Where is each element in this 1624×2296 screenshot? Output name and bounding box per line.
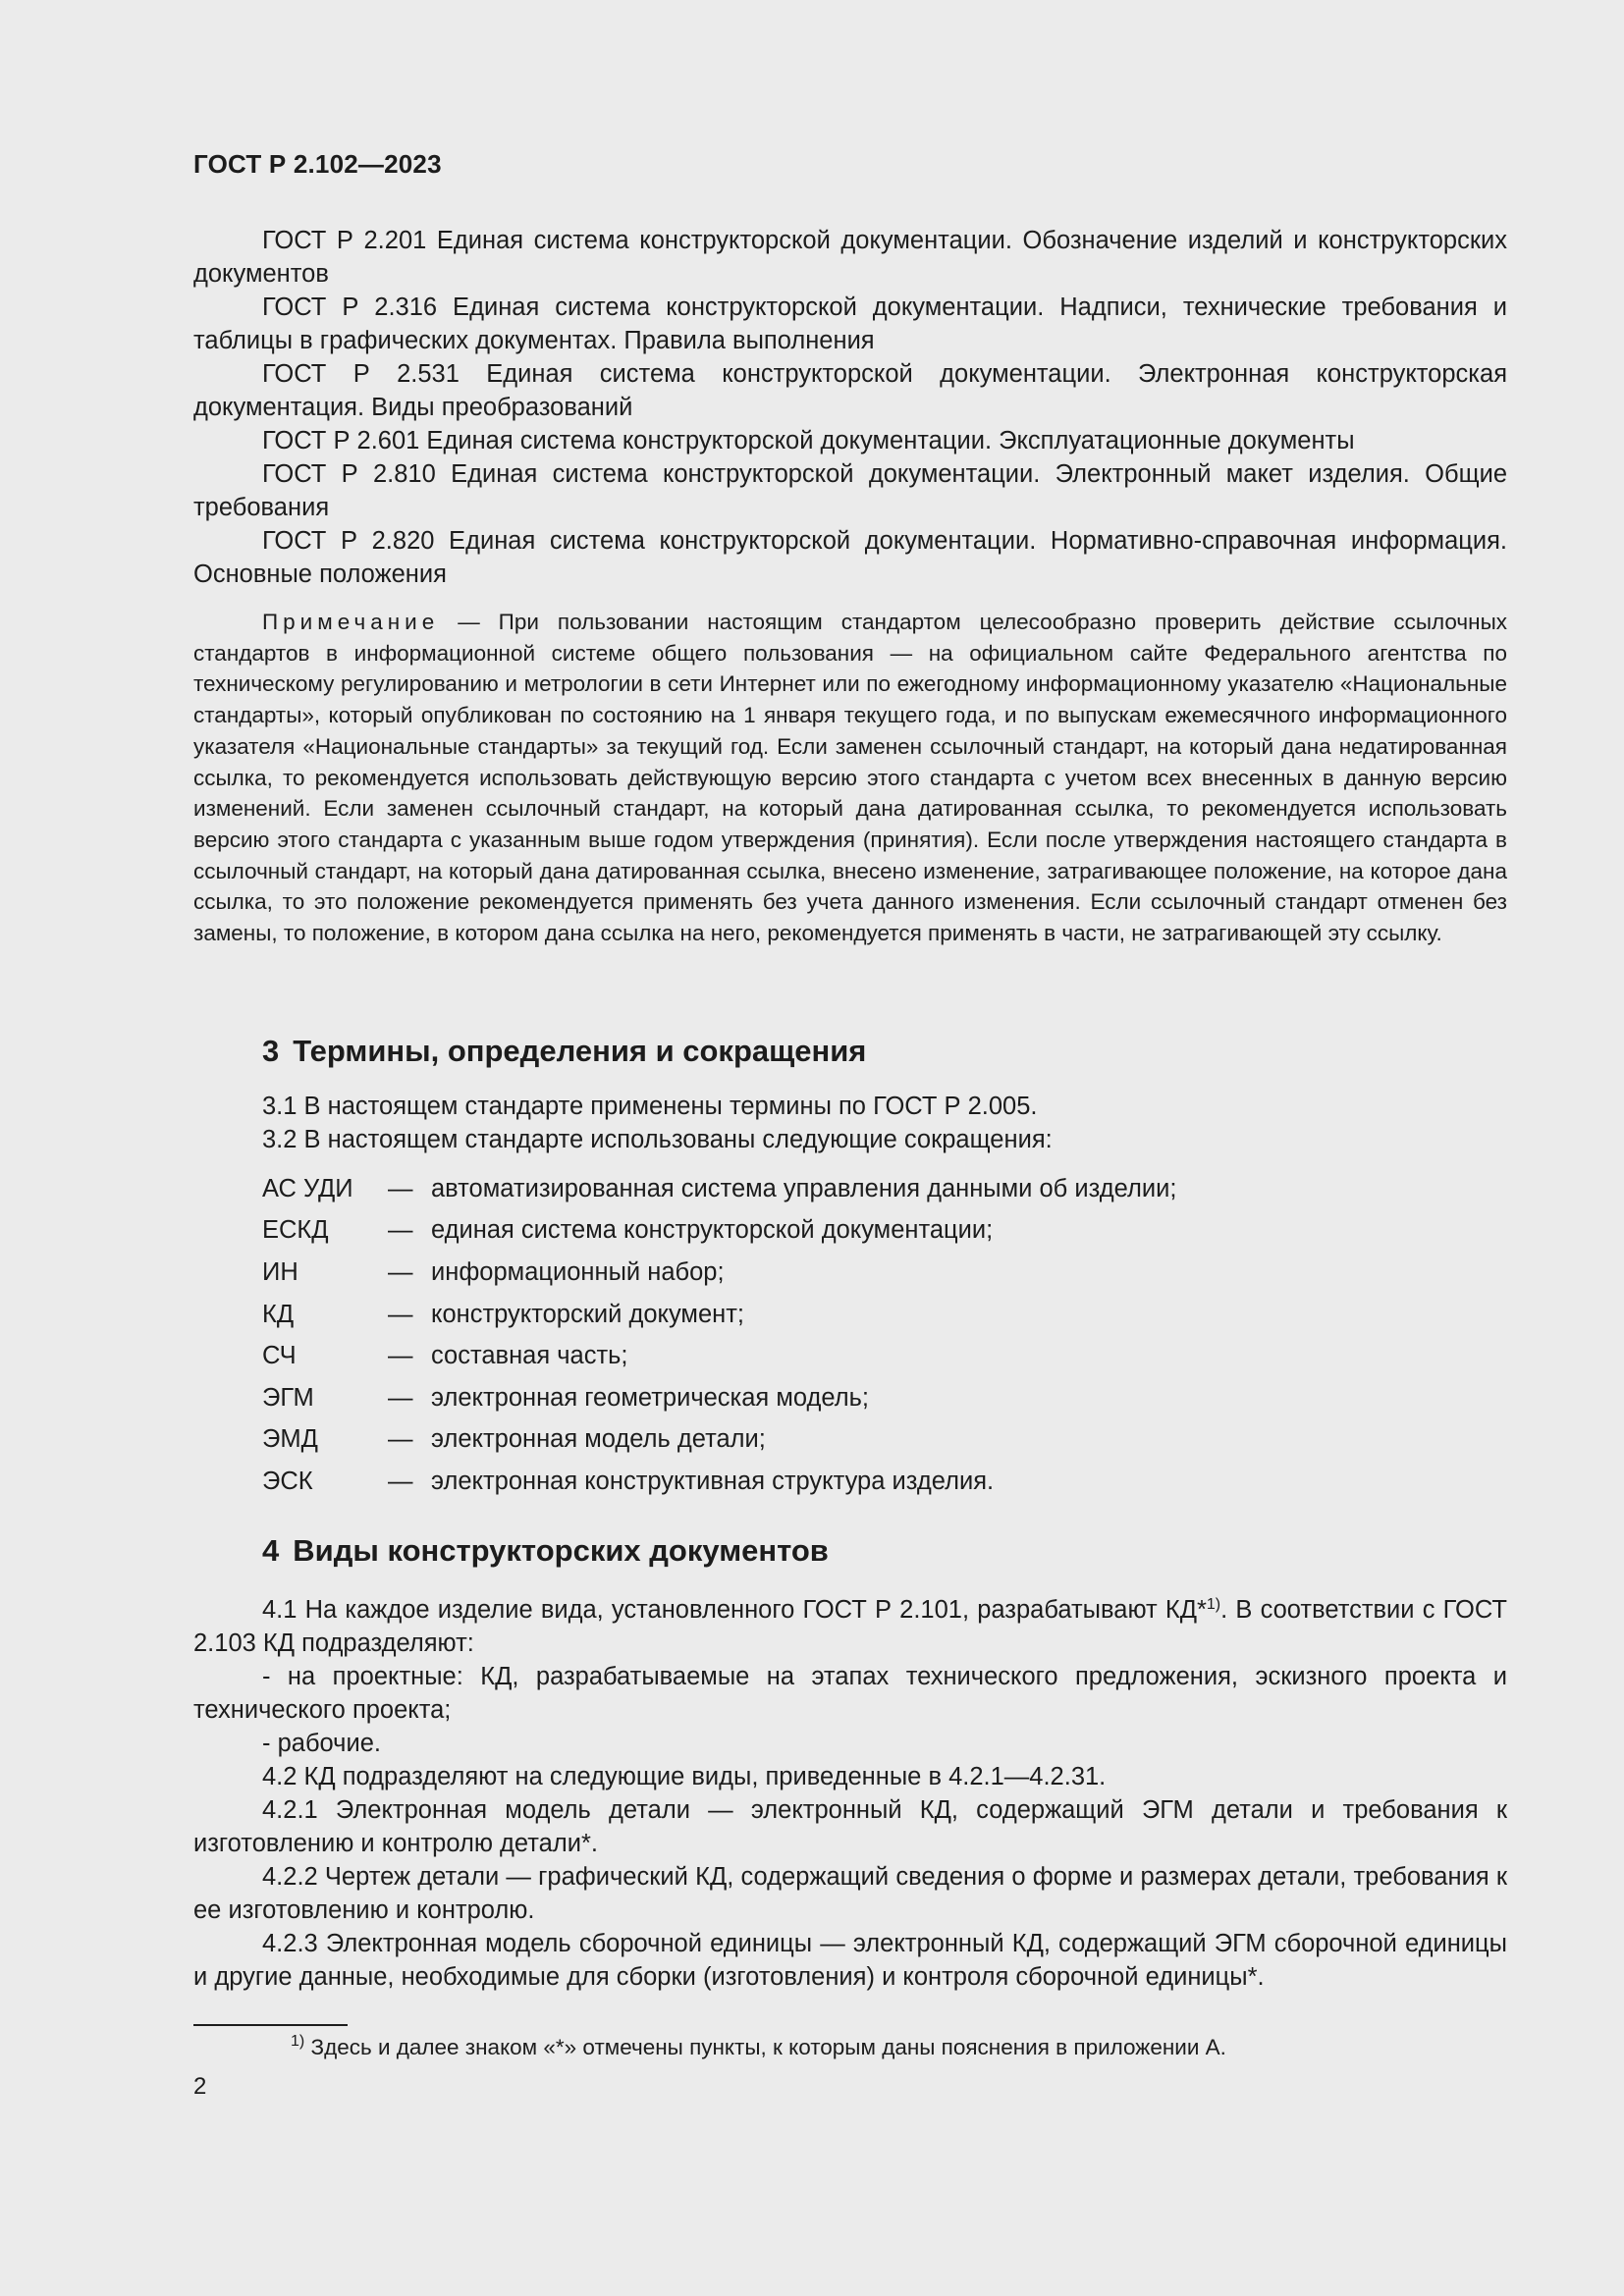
- list-item-working-docs: - рабочие.: [262, 1730, 381, 1757]
- abbreviation-term: КД: [262, 1300, 295, 1328]
- normative-references-list: [193, 224, 1507, 591]
- page-number: 2: [193, 2073, 207, 2100]
- clause-4-1-text: 4.1 На каждое изделие вида, установленного ГОСТ Р 2.101, разрабатывают КД*: [262, 1596, 1207, 1624]
- footnote-marker: 1): [291, 2033, 305, 2050]
- abbreviation-row: [262, 1168, 1507, 1210]
- footnote-separator: [193, 2024, 348, 2026]
- abbreviation-definition: электронная модель детали;: [431, 1425, 766, 1454]
- document-header: ГОСТ Р 2.102—2023: [193, 149, 442, 179]
- abbreviation-row: [262, 1252, 1507, 1294]
- clause-4-2: 4.2 КД подразделяют на следующие виды, приведенные в 4.2.1—4.2.31.: [262, 1763, 1107, 1790]
- abbreviation-term: ЭСК: [262, 1467, 313, 1495]
- abbreviation-dash: —: [388, 1467, 413, 1495]
- reference-item: ГОСТ Р 2.531 Единая система конструкторской документации. Электронная конструкторская документация. Виды преобразований: [193, 360, 1507, 421]
- abbreviation-term: ЭГМ: [262, 1383, 314, 1412]
- abbreviation-term: АС УДИ: [262, 1174, 353, 1202]
- abbreviation-dash: —: [388, 1257, 413, 1286]
- section-4-body: [193, 1593, 1507, 1994]
- abbreviation-term: ИН: [262, 1257, 298, 1286]
- clause-4-2-3: 4.2.3 Электронная модель сборочной единицы — электронный КД, содержащий ЭГМ сборочной единицы и другие данные, необходимые для сборки (изготовления) и контроля сборочной единицы*.: [193, 1930, 1507, 1991]
- abbreviation-dash: —: [388, 1342, 413, 1370]
- footnote: [291, 2032, 1226, 2062]
- abbreviation-term: СЧ: [262, 1342, 297, 1370]
- clause-4-2-2: 4.2.2 Чертеж детали — графический КД, содержащий сведения о форме и размерах детали, требования к ее изготовлению и контролю.: [193, 1863, 1507, 1924]
- abbreviation-row: [262, 1335, 1507, 1377]
- section-title: Термины, определения и сокращения: [293, 1034, 867, 1068]
- clause-3-2: 3.2 В настоящем стандарте использованы следующие сокращения:: [262, 1126, 1053, 1153]
- abbreviations-list: [262, 1168, 1507, 1503]
- abbreviation-row: [262, 1210, 1507, 1253]
- section-number: 3: [262, 1034, 280, 1068]
- abbreviation-dash: —: [388, 1174, 413, 1202]
- note-paragraph: [193, 607, 1507, 949]
- abbreviation-definition: автоматизированная система управления данными об изделии;: [431, 1174, 1177, 1202]
- clause-4-1-text-cont: . В соответствии с ГОСТ 2.103 КД подразделяют:: [193, 1596, 1507, 1657]
- abbreviation-definition: электронная геометрическая модель;: [431, 1383, 869, 1412]
- abbreviation-dash: —: [388, 1425, 413, 1454]
- reference-item: ГОСТ Р 2.820 Единая система конструкторской документации. Нормативно-справочная информация. Основные положения: [193, 527, 1507, 588]
- section-4-heading: [262, 1533, 829, 1569]
- reference-item: ГОСТ Р 2.810 Единая система конструкторской документации. Электронный макет изделия. Общие требования: [193, 460, 1507, 521]
- clause-3-1: 3.1 В настоящем стандарте применены термины по ГОСТ Р 2.005.: [262, 1093, 1038, 1120]
- note-text: — При пользовании настоящим стандартом целесообразно проверить действие ссылочных стандартов в информационной системе общего пользования — на официальном сайте Федерального агентства по техническому регулированию и метрологии в сети Интернет или по ежегодному информационному указателю «Национальные стандарты», который опубликован по состоянию на 1 января текущего года, и по выпускам ежемесячного информационного указателя «Национальные стандарты» за текущий год. Если заменен ссылочный стандарт, на который дана недатированная ссылка, то рекомендуется использовать действующую версию этого стандарта с учетом всех внесенных в данную версию изменений. Если заменен ссылочный стандарт, на который дана датированная ссылка, то рекомендуется использовать версию этого стандарта с указанным выше годом утверждения (принятия). Если после утверждения настоящего стандарта в ссылочный стандарт, на который дана датированная ссылка, внесено изменение, затрагивающее положение, на которое дана ссылка, то это положение рекомендуется применять без учета данного изменения. Если ссылочный стандарт отменен без замены, то положение, в котором дана ссылка на него, рекомендуется применять в части, не затрагивающей эту ссылку.: [193, 610, 1507, 946]
- list-item-design-docs: - на проектные: КД, разрабатываемые на этапах технического предложения, эскизного проекта и технического проекта;: [193, 1663, 1507, 1724]
- footnote-reference: 1): [1206, 1596, 1221, 1613]
- clause-4-2-1: 4.2.1 Электронная модель детали — электронный КД, содержащий ЭГМ детали и требования к изготовлению и контролю детали*.: [193, 1796, 1507, 1857]
- reference-item: ГОСТ Р 2.316 Единая система конструкторской документации. Надписи, технические требования и таблицы в графических документах. Правила выполнения: [193, 294, 1507, 354]
- note-label: Примечание: [262, 610, 440, 634]
- abbreviation-term: ЕСКД: [262, 1216, 329, 1245]
- abbreviation-definition: электронная конструктивная структура изделия.: [431, 1467, 995, 1495]
- section-3-body: [262, 1090, 1507, 1156]
- reference-item: ГОСТ Р 2.201 Единая система конструкторской документации. Обозначение изделий и конструкторских документов: [193, 227, 1507, 288]
- clause-4-1: [193, 1593, 1507, 1660]
- abbreviation-dash: —: [388, 1300, 413, 1328]
- abbreviation-row: [262, 1419, 1507, 1462]
- abbreviation-term: ЭМД: [262, 1425, 318, 1454]
- abbreviation-definition: конструкторский документ;: [431, 1300, 744, 1328]
- section-3-heading: [262, 1034, 866, 1069]
- section-number: 4: [262, 1533, 280, 1568]
- abbreviation-dash: —: [388, 1216, 413, 1245]
- abbreviation-dash: —: [388, 1383, 413, 1412]
- abbreviation-row: [262, 1461, 1507, 1503]
- abbreviation-definition: единая система конструкторской документации;: [431, 1216, 994, 1245]
- abbreviation-definition: информационный набор;: [431, 1257, 725, 1286]
- abbreviation-row: [262, 1377, 1507, 1419]
- reference-item: ГОСТ Р 2.601 Единая система конструкторской документации. Эксплуатационные документы: [262, 427, 1355, 454]
- footnote-text: Здесь и далее знаком «*» отмечены пункты, к которым даны пояснения в приложении А.: [304, 2035, 1226, 2059]
- section-title: Виды конструкторских документов: [293, 1533, 829, 1568]
- abbreviation-row: [262, 1294, 1507, 1336]
- abbreviation-definition: составная часть;: [431, 1342, 628, 1370]
